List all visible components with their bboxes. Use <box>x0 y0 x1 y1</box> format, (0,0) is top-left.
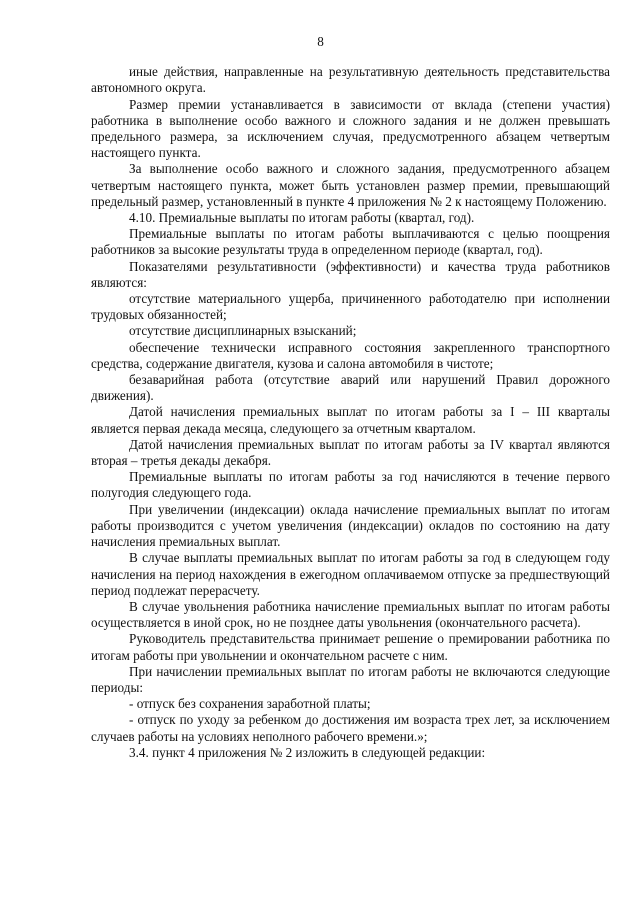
paragraph: 3.4. пункт 4 приложения № 2 изложить в следующей редакции: <box>129 744 486 760</box>
paragraph: В случае увольнения работника начисление премиальных выплат по итогам работы осуществляется в иной срок, но не позднее даты увольнения (окончательного расчета). <box>91 598 610 631</box>
paragraph: 4.10. Премиальные выплаты по итогам работы (квартал, год). <box>129 210 475 226</box>
paragraph: Датой начисления премиальных выплат по итогам работы за IV квартал являются вторая – третья декады декабря. <box>91 436 610 469</box>
paragraph: Показателями результативности (эффективности) и качества труда работников являются: <box>91 258 610 290</box>
paragraph: - отпуск без сохранения заработной платы; <box>129 696 371 712</box>
paragraph: иные действия, направленные на результативную деятельность представительства автономного округа. <box>91 64 610 96</box>
paragraph: В случае выплаты премиальных выплат по итогам работы за год в следующем году начисления на период нахождения в ежегодном оплачиваемом отпуске за предшествующий период подлежат перерасчету. <box>91 550 610 598</box>
paragraph: Размер премии устанавливается в зависимости от вклада (степени участия) работника в выполнение особо важного и сложного задания и не должен превышать предельного размера, за исключением случая, предусмотренного абзацем четвертым настоящего пункта. <box>91 96 610 161</box>
paragraph: отсутствие материального ущерба, причиненного работодателю при исполнении трудовых обязанностей; <box>91 291 610 323</box>
paragraph: Премиальные выплаты по итогам работы за год начисляются в течение первого полугодия следующего года. <box>91 469 610 501</box>
paragraph: Руководитель представительства принимает решение о премировании работника по итогам работы при увольнении и окончательном расчете с ним. <box>91 631 610 663</box>
paragraph: - отпуск по уходу за ребенком до достижения им возраста трех лет, за исключением случаев работы на условиях неполного рабочего времени.»; <box>91 712 610 744</box>
page-number: 8 <box>317 34 324 49</box>
paragraph: обеспечение технически исправного состояния закрепленного транспортного средства, содержание двигателя, кузова и салона автомобиля в чистоте; <box>91 339 610 371</box>
paragraph: При увеличении (индексации) оклада начисление премиальных выплат по итогам работы производится с учетом увеличения (индексации) окладов по состоянию на дату начисления премиальных выплат. <box>91 501 610 550</box>
paragraph: Премиальные выплаты по итогам работы выплачиваются с целью поощрения работников за высокие результаты труда в определенном периоде (квартал, год). <box>91 226 610 258</box>
paragraph: безаварийная работа (отсутствие аварий или нарушений Правил дорожного движения). <box>91 372 610 404</box>
paragraph: При начислении премиальных выплат по итогам работы не включаются следующие периоды: <box>91 663 610 695</box>
paragraph: отсутствие дисциплинарных взысканий; <box>129 323 357 339</box>
paragraph: За выполнение особо важного и сложного задания, предусмотренного абзацем четвертым настоящего пункта, может быть установлен размер премии, превышающий предельный размер, установленный в пункте 4 приложения № 2 к настоящему Положению. <box>91 161 610 209</box>
paragraph: Датой начисления премиальных выплат по итогам работы за I – III кварталы является первая декада месяца, следующего за отчетным кварталом. <box>91 404 610 436</box>
document-body <box>91 64 610 761</box>
